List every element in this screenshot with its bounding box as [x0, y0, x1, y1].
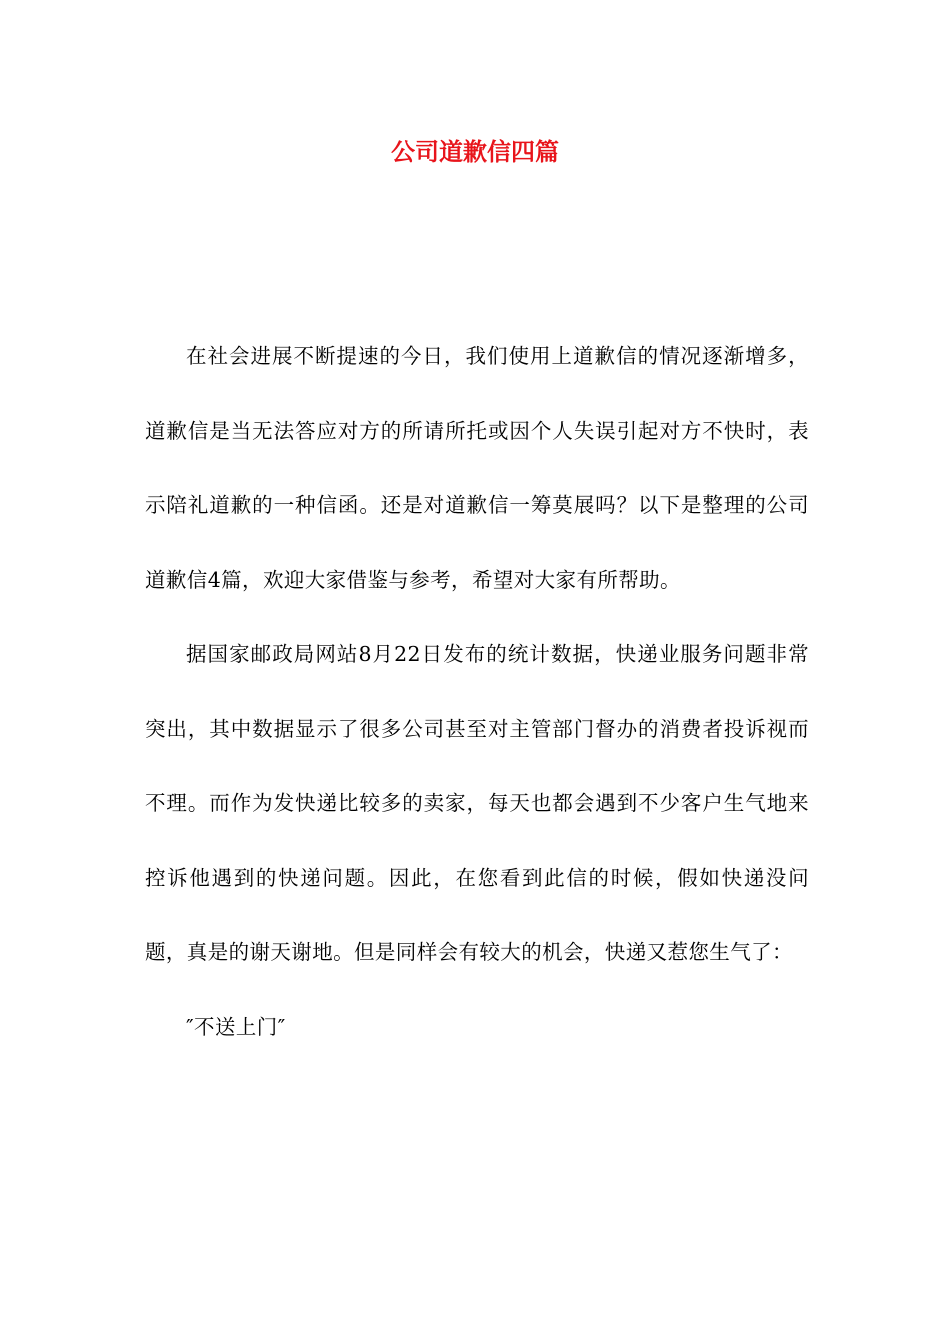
paragraph-not-delivered: ″不送上门″: [186, 1014, 286, 1039]
paragraph-express-stats: 据国家邮政局网站8月22日发布的统计数据，快递业服务问题非常突出，其中数据显示了很多公司甚至对主管部门督办的消费者投诉视而不理。而作为发快递比较多的卖家，每天也都会遇到不少客户生气地来控诉他遇到的快递问题。因此，在您看到此信的时候，假如快递没问题，真是的谢天谢地。但是同样会有较大的机会，快递又惹您生气了：: [145, 642, 809, 964]
document-body: [145, 319, 809, 1064]
paragraph-intro: 在社会进展不断提速的今日，我们使用上道歉信的情况逐渐增多，道歉信是当无法答应对方的所请所托或因个人失误引起对方不快时，表示陪礼道歉的一种信函。还是对道歉信一筹莫展吗？以下是整理的公司道歉信4篇，欢迎大家借鉴与参考，希望对大家有所帮助。: [145, 344, 809, 592]
document-title: 公司道歉信四篇: [391, 138, 559, 166]
